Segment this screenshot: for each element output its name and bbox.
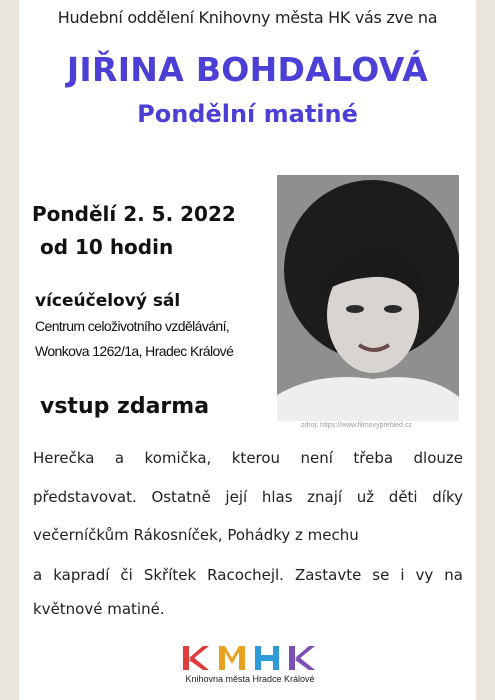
description-line: večerníčkům Rákosníček, Pohádky z mechu: [33, 526, 359, 544]
event-time: od 10 hodin: [40, 235, 174, 259]
library-logo: [165, 644, 335, 690]
portrait-illustration: [277, 175, 459, 421]
logo-letter-m-icon: [219, 646, 245, 670]
portrait-photo: [277, 175, 459, 421]
kmhk-logo-icon: [183, 644, 317, 672]
performer-name: JIŘINA BOHDALOVÁ: [66, 50, 429, 89]
logo-letter-k-icon: [289, 646, 315, 670]
description-line: představovat. Ostatně její hlas znají už děti díky: [33, 488, 463, 506]
entry-info: vstup zdarma: [40, 394, 210, 419]
description-line: a kapradí či Skřítek Racochejl. Zastavte se i vy na: [33, 566, 463, 584]
description-line: Herečka a komička, kterou není třeba dlouze: [33, 449, 463, 467]
photo-credit: zdroj: https://www.filmovyprehled.cz: [301, 422, 412, 429]
description-line: květnové matiné.: [33, 600, 165, 618]
event-date: Pondělí 2. 5. 2022: [32, 202, 236, 226]
logo-letter-h-icon: [255, 646, 279, 670]
poster: [19, 0, 476, 700]
event-venue: víceúčelový sál: [35, 291, 181, 311]
address-line-2: Wonkova 1262/1a, Hradec Králové: [35, 343, 234, 359]
logo-text: Knihovna města Hradce Králové: [185, 674, 315, 684]
intro-text: Hudební oddělení Knihovny města HK vás zve na: [57, 8, 438, 27]
address-line-1: Centrum celoživotního vzdělávání,: [35, 318, 230, 334]
event-subtitle: Pondělní matiné: [137, 100, 358, 128]
logo-letter-k-icon: [183, 646, 209, 670]
